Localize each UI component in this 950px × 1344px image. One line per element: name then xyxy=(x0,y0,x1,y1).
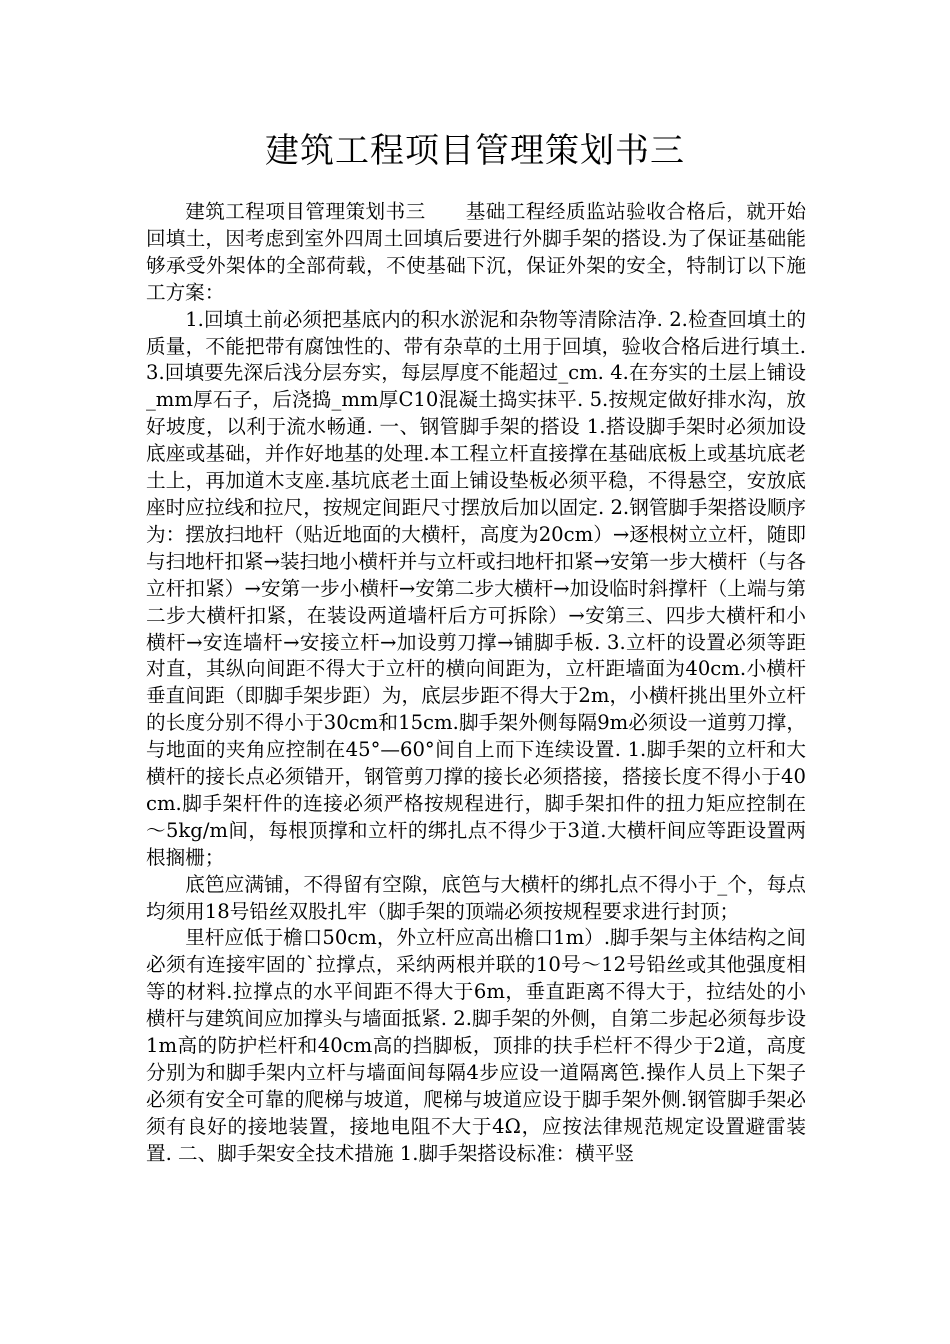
body-paragraph-backfill-and-scaffold: 1.回填土前必须把基底内的积水淤泥和杂物等清除洁净. 2.检查回填土的质量，不能把带有腐蚀性的、带有杂草的土用于回填，验收合格后进行填土. 3.回填要先深后浅分层夯实，每层厚度不能超过_cm. 4.在夯实的土层上铺设_mm厚石子，后浇捣_mm厚C10混凝土捣实抹平. 5.按规定做好排水沟，放好坡度，以利于流水畅通. 一、钢管脚手架的搭设 1.搭设脚手架时必须加设底座或基础，并作好地基的处理.本工程立杆直接撑在基础底板上或基坑底老土上，再加道木支座.基坑底老土面上铺设垫板必须平稳，不得悬空，安放底座时应拉线和拉尺，按规定间距尺寸摆放后加以固定. 2.钢管脚手架搭设顺序为：摆放扫地杆（贴近地面的大横杆，高度为20cm）→逐根树立立杆，随即与扫地杆扣紧→装扫地小横杆并与立杆或扫地杆扣紧→安第一步大横杆（与各立杆扣紧）→安第一步小横杆→安第二步大横杆→加设临时斜撑杆（上端与第二步大横杆扣紧，在装设两道墙杆后方可拆除）→安第三、四步大横杆和小横杆→安连墙杆→安接立杆→加设剪刀撑→铺脚手板. 3.立杆的设置必须等距对直，其纵向间距不得大于立杆的横向间距为，立杆距墙面为40cm.小横杆垂直间距（即脚手架步距）为，底层步距不得大于2m，小横杆挑出里外立杆的长度分别不得小于30cm和15cm.脚手架外侧每隔9m必须设一道剪刀撑，与地面的夹角应控制在45°—60°间自上而下连续设置. 1.脚手架的立杆和大横杆的接长点必须错开，钢管剪刀撑的接长必须搭接，搭接长度不得小于40cm.脚手架杆件的连接必须严格按规程进行，脚手架扣件的扭力矩应控制在～5kg/m间，每根顶撑和立杆的绑扎点不得少于3道.大横杆间应等距设置两根搁栅； xyxy=(146,307,806,869)
body-paragraph-intro: 建筑工程项目管理策划书三 基础工程经质监站验收合格后，就开始回填土，因考虑到室外四周土回填后要进行外脚手架的搭设.为了保证基础能够承受外架体的全部荷载，不使基础下沉，保证外架的安全，特制订以下施工方案： xyxy=(146,200,806,304)
document-body xyxy=(146,199,806,1168)
body-paragraph-bamboo-mat: 底笆应满铺，不得留有空隙，底笆与大横杆的绑扎点不得小于_个，每点均须用18号铅丝双股扎牢（脚手架的顶端必须按规程要求进行封顶； xyxy=(146,872,806,923)
document-title: 建筑工程项目管理策划书三 xyxy=(265,131,685,171)
body-paragraph-inner-pole: 里杆应低于檐口50cm，外立杆应高出檐口1m）.脚手架与主体结构之间必须有连接牢固的`拉撑点，采纳两根并联的10号～12号铅丝或其他强度相等的材料.拉撑点的水平间距不得大于6m，垂直距离不得大于，拉结处的小横杆与建筑间应加撑头与墙面抵紧. 2.脚手架的外侧，自第二步起必须每步设1m高的防护栏杆和40cm高的挡脚板，顶排的扶手栏杆不得少于2道，高度分别为和脚手架内立杆与墙面间每隔4步应设一道隔离笆.操作人员上下架子必须有安全可靠的爬梯与坡道，爬梯与坡道应设于脚手架外侧.钢管脚手架必须有良好的接地装置，接地电阻不大于4Ω，应按法律规范规定设置避雷装置. 二、脚手架安全技术措施 1.脚手架搭设标准：横平竖 xyxy=(146,926,806,1165)
